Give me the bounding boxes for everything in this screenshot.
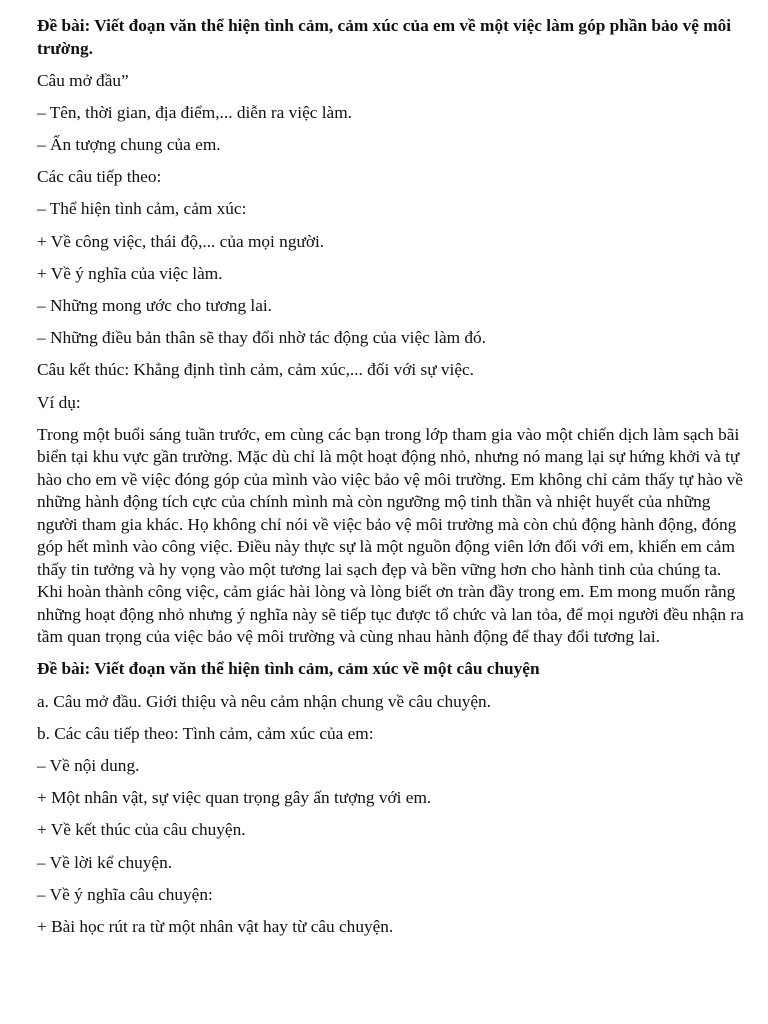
- outline-line: – Về ý nghĩa câu chuyện:: [37, 884, 213, 904]
- outline-line: + Một nhân vật, sự việc quan trọng gây ấn tượng với em.: [37, 788, 432, 808]
- outline-line: + Về kết thúc của câu chuyện.: [37, 820, 246, 840]
- outline-line: b. Các câu tiếp theo: Tình cảm, cảm xúc của em:: [37, 723, 374, 743]
- outline-line: – Những điều bản thân sẽ thay đổi nhờ tác động của việc làm đó.: [37, 328, 486, 348]
- outline-line: Các câu tiếp theo:: [37, 167, 162, 187]
- outline-line: Câu mở đầu”: [37, 70, 129, 90]
- outline-line: – Ấn tượng chung của em.: [37, 135, 221, 155]
- outline-line: Câu kết thúc: Khẳng định tình cảm, cảm xúc,... đối với sự việc.: [37, 360, 475, 380]
- outline-line: + Về ý nghĩa của việc làm.: [37, 263, 223, 283]
- outline-line: a. Câu mở đầu. Giới thiệu và nêu cảm nhận chung về câu chuyện.: [37, 691, 492, 711]
- outline-line: – Về nội dung.: [37, 756, 140, 775]
- section-1-title: Đề bài: Viết đoạn văn thể hiện tình cảm, cảm xúc của em về một việc làm góp phần bảo vệ môi trường.: [37, 16, 732, 58]
- section-2-title: Đề bài: Viết đoạn văn thể hiện tình cảm, cảm xúc về một câu chuyện: [37, 659, 540, 679]
- outline-line: Ví dụ:: [37, 392, 81, 412]
- outline-line: – Thể hiện tình cảm, cảm xúc:: [37, 199, 247, 219]
- outline-line: – Những mong ước cho tương lai.: [37, 296, 273, 315]
- outline-line: + Về công việc, thái độ,... của mọi người.: [37, 231, 325, 251]
- example-paragraph: Trong một buổi sáng tuần trước, em cùng các bạn trong lớp tham gia vào một chiến dịch làm sạch bãi biển tại khu vực gần trường. Mặc dù chỉ là một hoạt động nhỏ, nhưng nó mang lại sự hứng khởi và tự hào cho em về việc đóng góp của mình vào việc bảo vệ môi trường. Em không chỉ cảm thấy tự hào về những hành động tích cực của chính mình mà còn ngưỡng mộ tinh thần và nhiệt huyết của những người tham gia khác. Họ không chỉ nói về việc bảo vệ môi trường mà còn chủ động hành động, đóng góp hết mình vào công việc. Điều này thực sự là một nguồn động viên lớn đối với em, khiến em cảm thấy tin tưởng và hy vọng vào một tương lai sạch đẹp và bền vững hơn cho hành tinh của chúng ta. Khi hoàn thành công việc, cảm giác hài lòng và lòng biết ơn tràn đầy trong em. Em mong muốn rằng những hoạt động nhỏ nhưng ý nghĩa này sẽ tiếp tục được tổ chức và lan tỏa, để mọi người đều nhận ra tầm quan trọng của việc bảo vệ môi trường và cùng nhau hành động để thay đổi tương lai.: [37, 424, 744, 647]
- outline-line: + Bài học rút ra từ một nhân vật hay từ câu chuyện.: [37, 916, 394, 936]
- outline-line: – Tên, thời gian, địa điểm,... diễn ra việc làm.: [37, 102, 352, 122]
- outline-line: – Về lời kể chuyện.: [37, 852, 173, 872]
